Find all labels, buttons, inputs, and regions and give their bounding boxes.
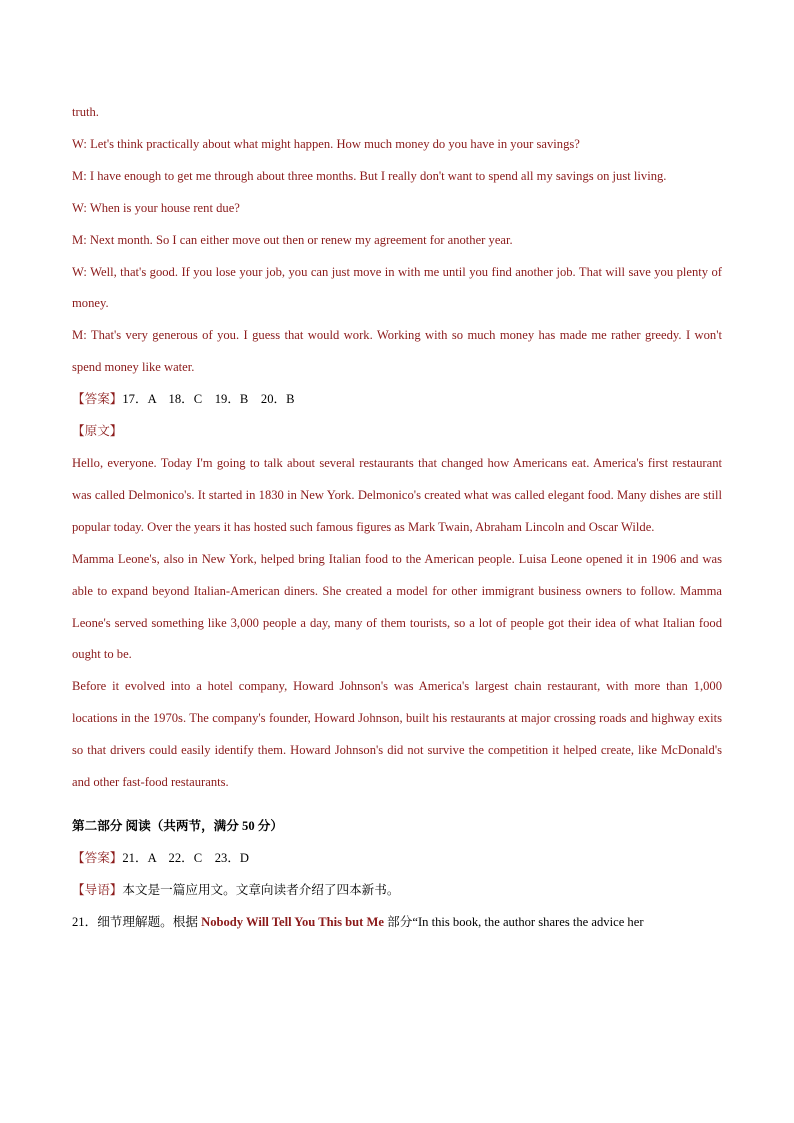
dialogue-line: M: That's very generous of you. I guess that would work. Working with so much money has made me rather greedy. I won't spend money like water.	[72, 328, 722, 375]
q21-book-title: Nobody Will Tell You This but Me	[201, 914, 385, 929]
answer-line-17-20	[72, 384, 722, 416]
guide-label: 【导语】	[72, 882, 123, 897]
answer-label: 【答案】	[72, 392, 123, 407]
section-heading: 第二部分 阅读（共两节，满分 50 分）	[72, 818, 283, 833]
answer-values: 17．A 18．C 19．B 20．B	[122, 392, 295, 407]
dialogue-line: M: I have enough to get me through about three months. But I really don't want to spend all my savings on just living.	[72, 168, 667, 183]
passage-paragraph: Mamma Leone's, also in New York, helped bring Italian food to the American people. Luisa Leone opened it in 1906 and was able to expand beyond Italian-American diners. She created a model for other immigrant business owners to follow. Mamma Leone's served something like 3,000 people a day, many of them tourists, so a lot of people got their idea of what Italian food ought to be.	[72, 551, 722, 662]
guide-line	[72, 875, 722, 907]
dialogue-line: W: Well, that's good. If you lose your job, you can just move in with me until you find another job. That will save you plenty of money.	[72, 264, 722, 311]
dialogue-line: W: When is your house rent due?	[72, 200, 240, 215]
passage-paragraph: Hello, everyone. Today I'm going to talk about several restaurants that changed how Americans eat. America's first restaurant was called Delmonico's. It started in 1830 in New York. Delmonico's created what was called elegant food. Many dishes are still popular today. Over the years it has hosted such famous figures as Mark Twain, Abraham Lincoln and Oscar Wilde.	[72, 455, 722, 534]
q21-suffix: 部分“In this book, the author shares the advice her	[384, 914, 644, 929]
original-text-label	[72, 416, 722, 448]
q21-prefix: 21．细节理解题。根据	[72, 914, 202, 929]
answer-values: 21．A 22．C 23．D	[122, 850, 250, 865]
dialogue-line: W: Let's think practically about what might happen. How much money do you have in your savings?	[72, 136, 580, 151]
question-21-explanation	[72, 907, 722, 939]
passage-paragraph: Before it evolved into a hotel company, Howard Johnson's was America's largest chain restaurant, with more than 1,000 locations in the 1970s. The company's founder, Howard Johnson, built his restaurants at major crossing roads and highway exits so that drivers could easily identify them. Howard Johnson's did not survive the competition it helped create, like McDonald's and other fast-food restaurants.	[72, 679, 722, 790]
original-label: 【原文】	[72, 424, 123, 439]
document-content	[72, 97, 722, 939]
answer-label: 【答案】	[72, 850, 123, 865]
guide-text: 本文是一篇应用文。文章向读者介绍了四本新书。	[122, 882, 400, 897]
dialogue-line: M: Next month. So I can either move out then or renew my agreement for another year.	[72, 232, 513, 247]
section-gap	[72, 799, 722, 811]
dialogue-line: truth.	[72, 105, 99, 119]
answer-line-21-23	[72, 843, 722, 875]
